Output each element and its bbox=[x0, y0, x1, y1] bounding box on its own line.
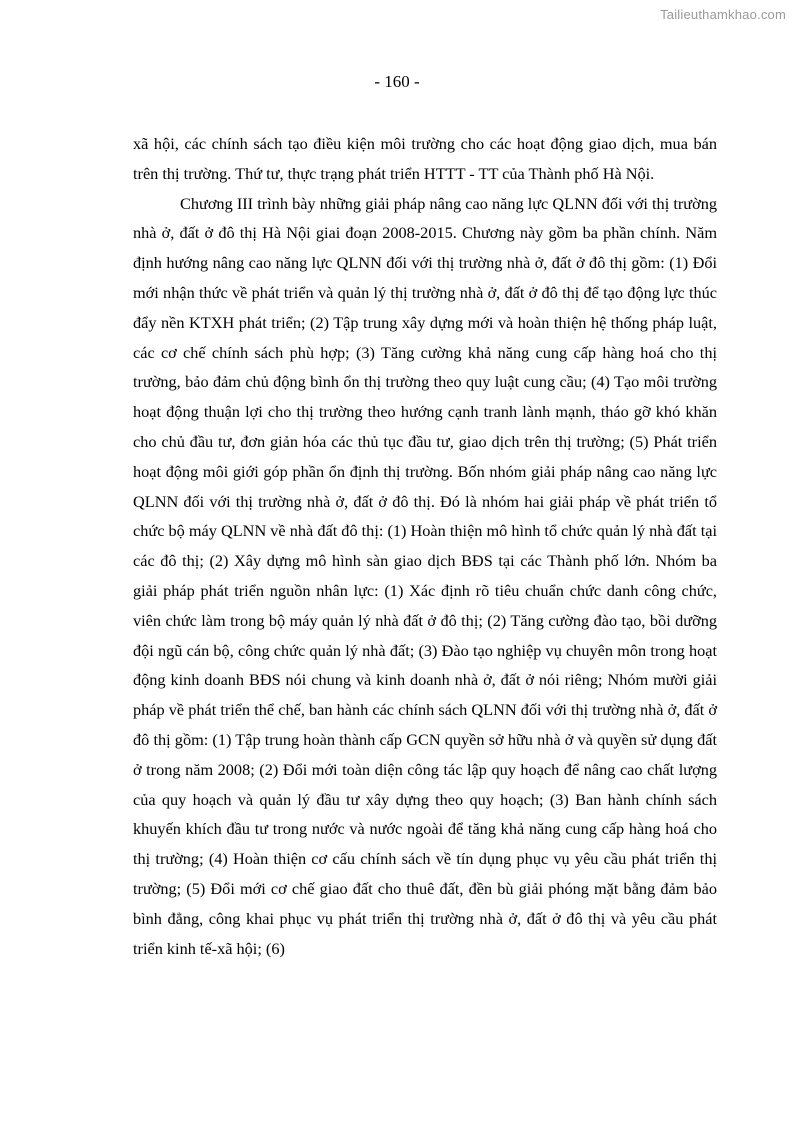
watermark-text: Tailieuthamkhao.com bbox=[660, 7, 786, 22]
paragraph-continuation: xã hội, các chính sách tạo điều kiện môi trường cho các hoạt động giao dịch, mua bán trên thị trường. Thứ tư, thực trạng phát triển HTTT - TT của Thành phố Hà Nội. bbox=[133, 134, 717, 183]
paragraph-chapter-summary: Chương III trình bày những giải pháp nâng cao năng lực QLNN đối với thị trường nhà ở, đất ở đô thị Hà Nội giai đoạn 2008-2015. Chương này gồm ba phần chính. Năm định hướng nâng cao năng lực QLNN đối với thị trường nhà ở, đất ở đô thị gồm: (1) Đổi mới nhận thức về phát triển và quản lý thị trường nhà ở, đất ở đô thị để tạo động lực thúc đẩy nền KTXH phát triển; (2) Tập trung xây dựng mới và hoàn thiện hệ thống pháp luật, các cơ chế chính sách phù hợp; (3) Tăng cường khả năng cung cấp hàng hoá cho thị trường, bảo đảm chủ động bình ổn thị trường theo quy luật cung cầu; (4) Tạo môi trường hoạt động thuận lợi cho thị trường theo hướng cạnh tranh lành mạnh, tháo gỡ khó khăn cho chủ đầu tư, đơn giản hóa các thủ tục đầu tư, giao dịch trên thị trường; (5) Phát triển hoạt động môi giới góp phần ổn định thị trường. Bốn nhóm giải pháp nâng cao năng lực QLNN đối với thị trường nhà ở, đất ở đô thị. Đó là nhóm hai giải pháp về phát triển tổ chức bộ máy QLNN về nhà đất đô thị: (1) Hoàn thiện mô hình tổ chức quản lý nhà đất tại các đô thị; (2) Xây dựng mô hình sàn giao dịch BĐS tại các Thành phố lớn. Nhóm ba giải pháp phát triển nguồn nhân lực: (1) Xác định rõ tiêu chuẩn chức danh công chức, viên chức làm trong bộ máy quản lý nhà đất ở đô thị; (2) Tăng cường đào tạo, bồi dưỡng đội ngũ cán bộ, công chức quản lý nhà đất; (3) Đào tạo nghiệp vụ chuyên môn trong hoạt động kinh doanh BĐS nói chung và kinh doanh nhà ở, đất ở nói riêng; Nhóm mười giải pháp về phát triển thể chế, ban hành các chính sách QLNN đối với thị trường nhà ở, đất ở đô thị gồm: (1) Tập trung hoàn thành cấp GCN quyền sở hữu nhà ở và quyền sử dụng đất ở trong năm 2008; (2) Đổi mới toàn diện công tác lập quy hoạch để nâng cao chất lượng của quy hoạch và quản lý đầu tư xây dựng theo quy hoạch; (3) Ban hành chính sách khuyến khích đầu tư trong nước và nước ngoài để tăng khả năng cung cấp hàng hoá cho thị trường; (4) Hoàn thiện cơ cấu chính sách về tín dụng phục vụ yêu cầu phát triển thị trường; (5) Đổi mới cơ chế giao đất cho thuê đất, đền bù giải phóng mặt bằng đảm bảo bình đẳng, công khai phục vụ phát triển thị trường nhà ở, đất ở đô thị và yêu cầu phát triển kinh tế-xã hội; (6) bbox=[133, 193, 717, 958]
page-number: - 160 - bbox=[374, 72, 420, 91]
document-body bbox=[133, 129, 717, 963]
